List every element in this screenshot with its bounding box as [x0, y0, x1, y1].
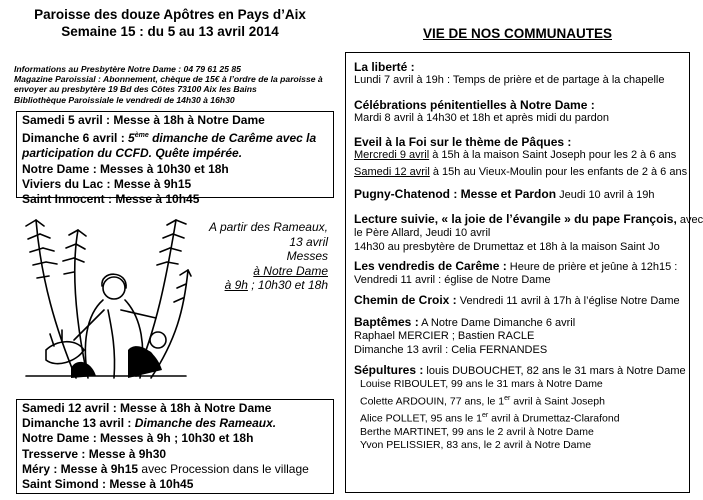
- entry-celebrations: [354, 99, 609, 126]
- communities-box: [345, 52, 703, 493]
- rameaux-note: [170, 220, 328, 293]
- entry-text: Samedi 12 avril à 15h au Vieux-Moulin pour les enfants de 2 à 6 ans: [354, 165, 688, 178]
- communities-heading: VIE DE NOS COMMUNAUTES: [422, 26, 612, 41]
- schedule-line: Viviers du Lac : Messe à 9h15: [22, 176, 192, 191]
- entry-text: Vendredi 11 avril à 17h à l’église Notre Dame: [456, 295, 680, 307]
- schedule-line: Tresserve : Messe à 9h30: [22, 446, 167, 461]
- entry-text: Yvon PELISSIER, 83 ans, le 2 avril à Notre Dame: [360, 439, 592, 452]
- rameaux-line: Messes: [286, 249, 328, 263]
- rameaux-line: 13 avril: [289, 234, 328, 249]
- entry-baptemes: [354, 316, 575, 357]
- schedule-box-week2: [16, 399, 334, 494]
- entry-text: A Notre Dame Dimanche 6 avril: [418, 317, 576, 329]
- rameaux-line: A partir des Rameaux,: [209, 220, 328, 234]
- entry-pugny: [354, 188, 654, 202]
- info-block: [14, 64, 334, 105]
- entry-eveil: [354, 136, 687, 179]
- entry-liberte: [354, 61, 664, 88]
- entry-title: Sépultures :: [354, 363, 424, 377]
- schedule-line: participation du CCFD. Quête impérée.: [22, 146, 243, 161]
- week-title: Semaine 15 : du 5 au 13 avril 2014: [61, 24, 279, 39]
- schedule-line: Dimanche 6 avril : 5ème dimanche de Carême avec la: [22, 131, 317, 146]
- info-line: Bibliothèque Paroissiale le vendredi de 14h30 à 16h30: [14, 94, 235, 105]
- entry-lecture: [354, 213, 703, 254]
- entry-text: avec: [676, 214, 703, 226]
- schedule-line: Notre Dame : Messes à 10h30 et 18h: [22, 161, 229, 176]
- entry-title: La liberté :: [354, 60, 415, 74]
- entry-text: louis DUBOUCHET, 82 ans le 31 mars à Notre Dame: [423, 365, 686, 377]
- entry-text: 14h30 au presbytère de Drumettaz et 18h à la maison Saint Jo: [354, 240, 660, 253]
- entry-text: Mercredi 9 avril à 15h à la maison Saint Joseph pour les 2 à 6 ans: [354, 149, 677, 162]
- palm-sunday-illustration: [16, 200, 191, 382]
- entry-text: Jeudi 10 avril à 19h: [556, 189, 655, 201]
- entry-text: Berthe MARTINET, 99 ans le 2 avril à Notre Dame: [360, 425, 594, 438]
- entry-title: Chemin de Croix :: [354, 293, 457, 307]
- schedule-line: Samedi 12 avril : Messe à 18h à Notre Dame: [22, 401, 272, 415]
- schedule-line: Dimanche 13 avril : Dimanche des Rameaux.: [22, 416, 277, 431]
- entry-title: Eveil à la Foi sur le thème de Pâques :: [354, 135, 572, 149]
- parish-name: Paroisse des douze Apôtres en Pays d’Aix: [34, 7, 306, 22]
- entry-text: le Père Allard, Jeudi 10 avril: [354, 227, 491, 240]
- entry-title: Célébrations pénitentielles à Notre Dame :: [354, 98, 595, 112]
- entry-text: Mardi 8 avril à 14h30 et 18h et après midi du pardon: [354, 112, 609, 125]
- schedule-box-week1: [16, 111, 334, 207]
- entry-text: Alice POLLET, 95 ans le 1er avril à Drumettaz-Clarafond: [360, 411, 620, 425]
- entry-text: Vendredi 11 avril : église de Notre Dame: [354, 274, 551, 287]
- entry-text: Louise RIBOULET, 99 ans le 31 mars à Notre Dame: [360, 378, 603, 391]
- schedule-line: Notre Dame : Messes à 9h ; 10h30 et 18h: [22, 431, 254, 446]
- entry-text: Dimanche 13 avril : Celia FERNANDES: [354, 343, 548, 356]
- schedule-line: Méry : Messe à 9h15 avec Procession dans le village: [22, 461, 309, 476]
- info-line: Informations au Presbytère Notre Dame : 04 79 61 25 85: [14, 64, 241, 74]
- parish-title: [0, 6, 340, 40]
- entry-vendredis: [354, 260, 677, 288]
- info-line: envoyer au presbytère 19 Bd des Côtes 73100 Aix les Bains: [14, 84, 257, 95]
- entry-text: Raphael MERCIER ; Bastien RACLE: [354, 330, 535, 343]
- entry-title: Pugny-Chatenod : Messe et Pardon: [354, 187, 557, 201]
- schedule-line: Saint Innocent : Messe à 10h45: [22, 192, 200, 207]
- info-line: Magazine Paroissial : Abonnement, chèque de 15€ à l’ordre de la paroisse à: [14, 74, 323, 85]
- entry-title: Baptêmes :: [354, 315, 419, 329]
- entry-text: Lundi 7 avril à 19h : Temps de prière et de partage à la chapelle: [354, 74, 665, 87]
- entry-chemin: [354, 294, 680, 308]
- rameaux-line: à Notre Dame: [253, 263, 328, 278]
- schedule-line: Saint Simond : Messe à 10h45: [22, 477, 194, 492]
- schedule-line: Samedi 5 avril : Messe à 18h à Notre Dame: [22, 113, 265, 127]
- entry-sepultures: [354, 364, 686, 452]
- entry-title: Lecture suivie, « la joie de l’évangile » du pape François,: [354, 212, 677, 226]
- rameaux-line: à 9h ; 10h30 et 18h: [224, 278, 328, 292]
- entry-text: Colette ARDOUIN, 77 ans, le 1er avril à Saint Joseph: [360, 394, 605, 408]
- entry-title: Les vendredis de Carême :: [354, 259, 507, 273]
- entry-text: Heure de prière et jeûne à 12h15 :: [506, 261, 678, 273]
